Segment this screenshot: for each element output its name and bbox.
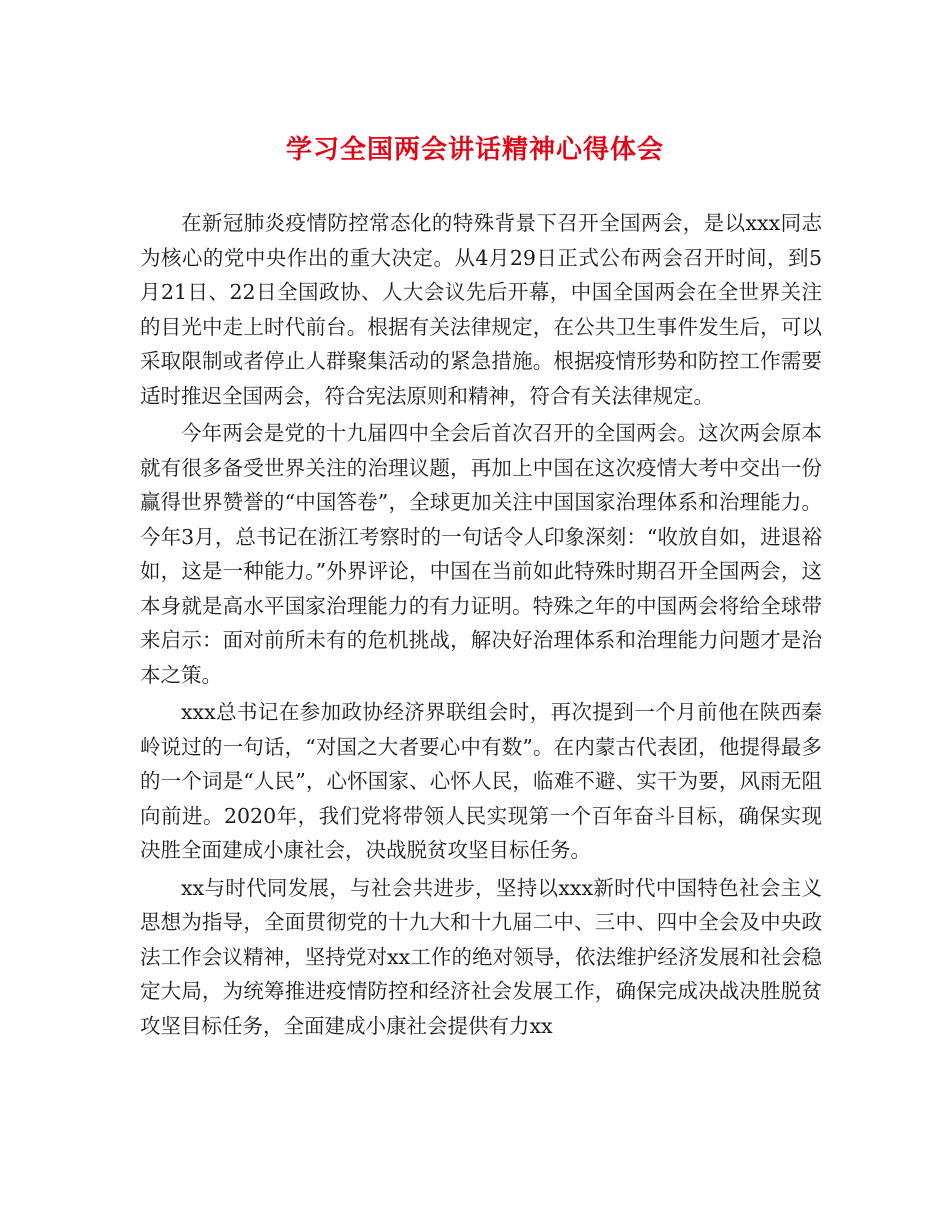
paragraph-3: xxx总书记在参加政协经济界联组会时，再次提到一个月前他在陕西秦岭说过的一句话，“对国之大者要心中有数”。在内蒙古代表团，他提得最多的一个词是“人民”，心怀国家、心怀人民，临难不避、实干为要，风雨无阻向前进。2020年，我们党将带领人民实现第一个百年奋斗目标，确保实现决胜全面建成小康社会，决战脱贫攻坚目标任务。 [140,700,822,862]
paragraph-1: 在新冠肺炎疫情防控常态化的特殊背景下召开全国两会，是以xxx同志为核心的党中央作出的重大决定。从4月29日正式公布两会召开时间，到5月21日、22日全国政协、人大会议先后开幕，中国全国两会在全世界关注的目光中走上时代前台。根据有关法律规定，在公共卫生事件发生后，可以采取限制或者停止人群聚集活动的紧急措施。根据疫情形势和防控工作需要适时推迟全国两会，符合宪法原则和精神，符合有关法律规定。 [140,211,822,408]
document-title: 学习全国两会讲话精神心得体会 [285,135,664,165]
document-body [140,206,822,1046]
paragraph-4: xx与时代同发展，与社会共进步，坚持以xxx新时代中国特色社会主义思想为指导，全面贯彻党的十九大和十九届二中、三中、四中全会及中央政法工作会议精神，坚持党对xx工作的绝对领导，依法维护经济发展和社会稳定大局，为统筹推进疫情防控和经济社会发展工作，确保完成决战决胜脱贫攻坚目标任务，全面建成小康社会提供有力xx [140,875,822,1038]
paragraph-2: 今年两会是党的十九届四中全会后首次召开的全国两会。这次两会原本就有很多备受世界关注的治理议题，再加上中国在这次疫情大考中交出一份赢得世界赞誉的“中国答卷”，全球更加关注中国国家治理体系和治理能力。今年3月，总书记在浙江考察时的一句话令人印象深刻：“收放自如，进退裕如，这是一种能力。”外界评论，中国在当前如此特殊时期召开全国两会，这本身就是高水平国家治理能力的有力证明。特殊之年的中国两会将给全球带来启示：面对前所未有的危机挑战，解决好治理体系和治理能力问题才是治本之策。 [140,421,822,687]
